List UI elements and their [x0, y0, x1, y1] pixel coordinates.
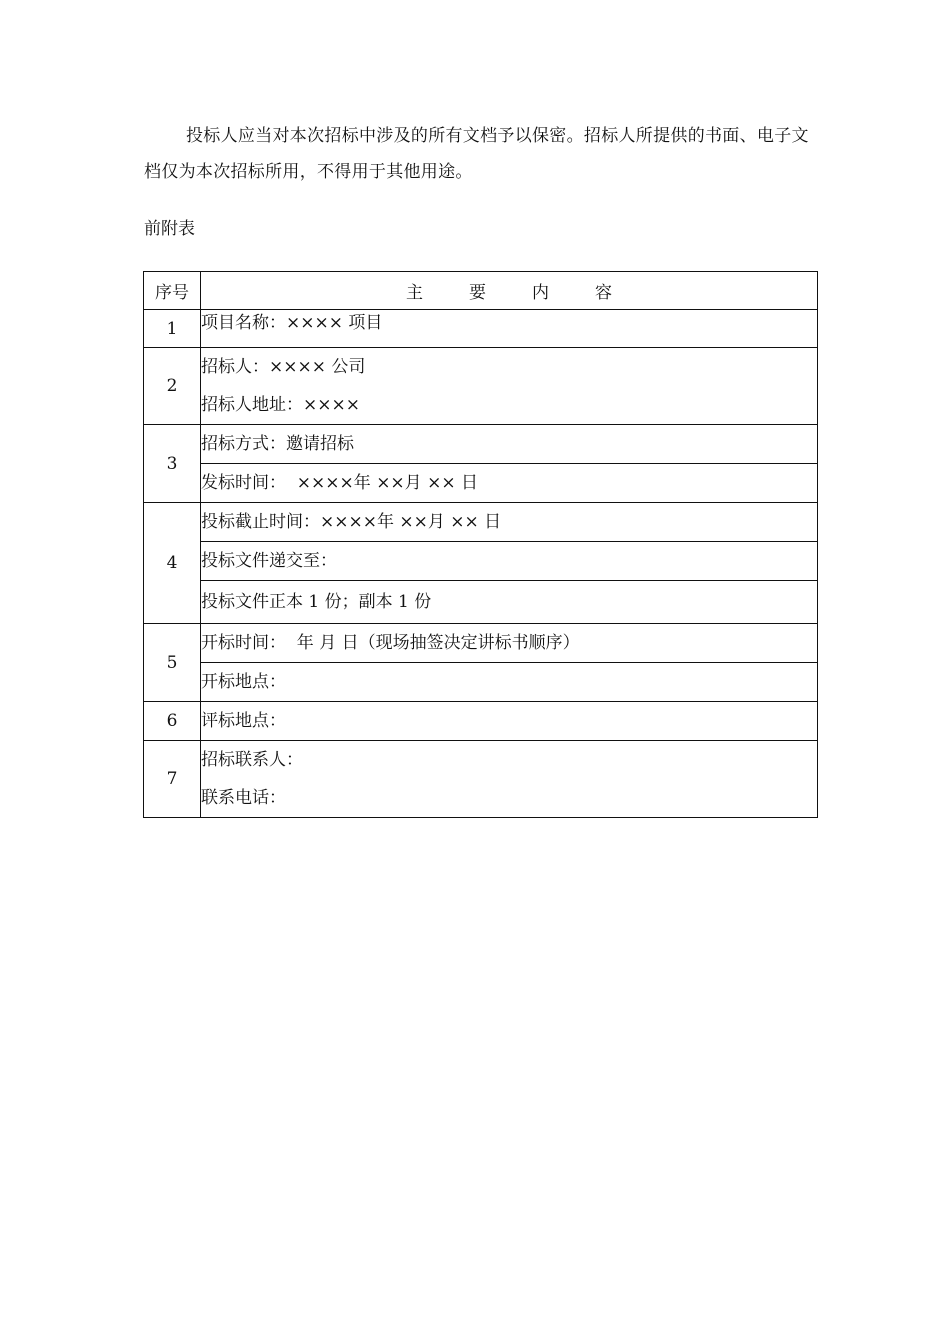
table-row: [144, 425, 818, 464]
submission-address-cell: [201, 542, 818, 581]
table-row: [144, 464, 818, 503]
header-serial-number: 序号: [144, 272, 201, 310]
cell-line: 发标时间： ××××年 ××月 ×× 日: [201, 473, 478, 493]
row-number: 7: [144, 741, 201, 818]
pre-appendix-table: [143, 271, 818, 818]
header-main-content: [201, 272, 818, 310]
cell-line: 开标地点：: [201, 672, 286, 692]
table-row: [144, 702, 818, 741]
project-name-cell: [201, 310, 818, 348]
cell-line: 评标地点：: [201, 711, 286, 731]
row-number: 1: [144, 310, 201, 348]
cell-line: 项目名称：×××× 项目: [201, 313, 383, 333]
cell-line: 开标时间： 年 月 日（现场抽签决定讲标书顺序）: [201, 633, 580, 653]
table-row: [144, 663, 818, 702]
table-row: [144, 542, 818, 581]
evaluation-location-cell: [201, 702, 818, 741]
header-char: 容: [595, 283, 612, 303]
cell-line: 投标文件正本 1 份；副本 1 份: [201, 592, 432, 612]
opening-location-cell: [201, 663, 818, 702]
contact-cell: [201, 741, 818, 818]
row-number: 3: [144, 425, 201, 503]
row-number: 2: [144, 348, 201, 425]
header-char: 主: [406, 283, 423, 303]
cell-line: 招标联系人：: [201, 750, 303, 770]
confidentiality-paragraph: 投标人应当对本次招标中涉及的所有文档予以保密。招标人所提供的书面、电子文档仅为本次招标所用，不得用于其他用途。: [144, 126, 809, 182]
row-number: 5: [144, 624, 201, 702]
row-number: 4: [144, 503, 201, 624]
header-char: 要: [469, 283, 486, 303]
cell-line: 投标截止时间：××××年 ××月 ×× 日: [201, 512, 502, 532]
table-row: [144, 310, 818, 348]
opening-time-cell: [201, 624, 818, 663]
tenderer-cell: [201, 348, 818, 425]
table-header-row: [144, 272, 818, 310]
cell-line: 招标方式：邀请招标: [201, 434, 354, 454]
table-row: [144, 348, 818, 425]
header-char: 内: [532, 283, 549, 303]
bid-deadline-cell: [201, 503, 818, 542]
cell-line: 投标文件递交至：: [201, 551, 337, 571]
row-number: 6: [144, 702, 201, 741]
cell-line: 招标人地址：××××: [201, 395, 360, 415]
cell-line: 招标人：×××× 公司: [201, 357, 366, 377]
table-row: [144, 581, 818, 624]
table-row: [144, 741, 818, 818]
table-row: [144, 624, 818, 663]
cell-line: 联系电话：: [201, 788, 286, 808]
tender-method-cell: [201, 425, 818, 464]
copies-cell: [201, 581, 818, 624]
table-row: [144, 503, 818, 542]
table-caption: 前附表: [144, 219, 195, 239]
issue-time-cell: [201, 464, 818, 503]
